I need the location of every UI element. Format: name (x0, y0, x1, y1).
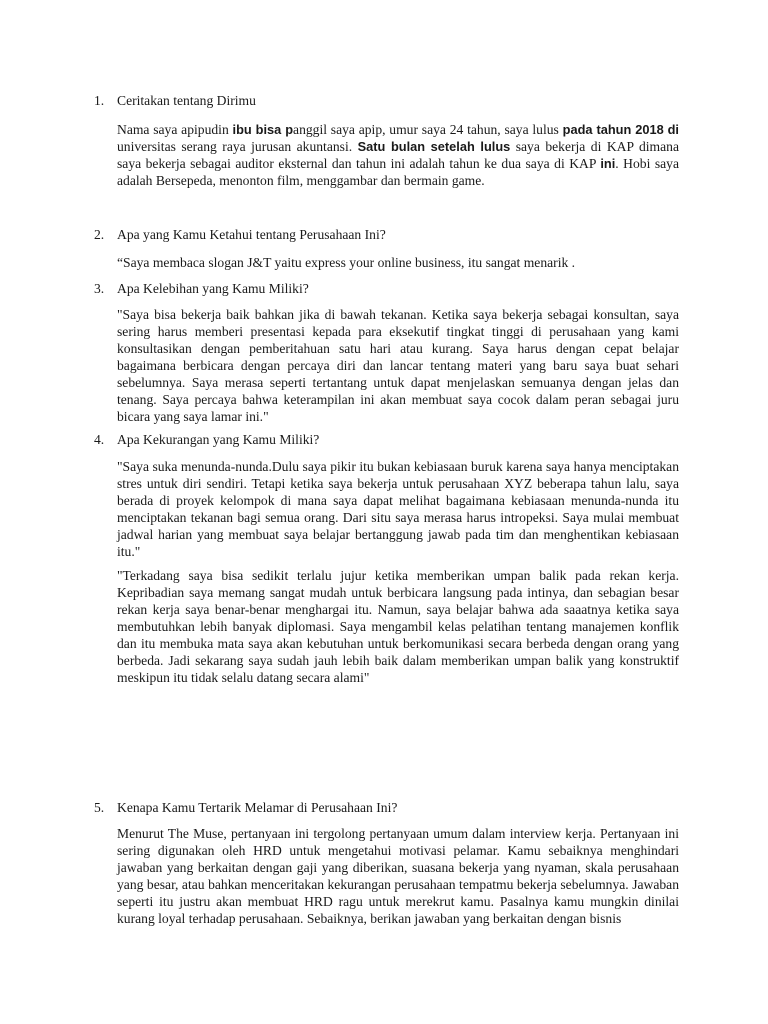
q1-answer-text-3: universitas serang raya jurusan akuntansi. (117, 139, 358, 154)
q1-answer-bold-1: ibu bisa p (232, 122, 294, 137)
q3-number: 3. (94, 281, 105, 296)
q1-answer-text-4: saya bekerja di KAP dimana saya bekerja sebagai auditor eksternal dan tahun ini adalah tahun ke dua saya di KAP (117, 139, 679, 171)
q1-answer-text-5: . Hobi saya adalah Bersepeda, menonton film, menggambar dan bermain game. (117, 156, 679, 188)
q1-number: 1. (94, 93, 105, 108)
q2-title: Apa yang Kamu Ketahui tentang Perusahaan Ini? (117, 227, 386, 242)
q1-title: Ceritakan tentang Dirimu (117, 93, 256, 108)
q4-number: 4. (94, 432, 105, 447)
q2-number: 2. (94, 227, 105, 242)
q3-answer: "Saya bisa bekerja baik bahkan jika di bawah tekanan. Ketika saya bekerja sebagai konsultan, saya sering harus memberi presentasi kepada para eksekutif tingkat tinggi di perusahaan yang kami konsultasikan dengan pemberitahuan satu hari atau kurang. Saya harus dengan cepat belajar bagaimana berbicara dengan percaya diri dan lancar tentang materi yang baru saya buat sehari sebelumnya. Saya merasa seperti tertantang untuk dapat menjelaskan semuanya dengan jelas dan tenang. Saya percaya bahwa keterampilan ini akan membuat saya cocok dalam peran sebagai juru bicara yang saya lamar ini." (117, 307, 679, 424)
q3-title: Apa Kelebihan yang Kamu Miliki? (117, 281, 309, 296)
q1-answer-text-2: anggil saya apip, umur saya 24 tahun, saya lulus (293, 122, 563, 137)
q2-answer: “Saya membaca slogan J&T yaitu express your online business, itu sangat menarik . (117, 255, 576, 270)
q4-answer-1: "Saya suka menunda-nunda.Dulu saya pikir itu bukan kebiasaan buruk karena saya hanya menciptakan stres untuk diri sendiri. Tetapi ketika saya bekerja untuk perusahaan XYZ beberapa tahun lalu, saya berada di proyek kelompok di mana saya dapat melihat bagaimana kebiasaan menunda-nunda itu menciptakan tekanan bagi semua orang. Dari situ saya merasa harus intropeksi. Saya mulai membuat jadwal harian yang membuat saya belajar bertanggung jawab pada tim dan menghentikan kebiasaan itu." (117, 459, 679, 559)
q5-number: 5. (94, 800, 105, 815)
q5-answer: Menurut The Muse, pertanyaan ini tergolong pertanyaan umum dalam interview kerja. Pertanyaan ini sering digunakan oleh HRD untuk mengetahui motivasi pelamar. Kamu sebaiknya menghindari jawaban yang berkaitan dengan gaji yang diberikan, suasana bekerja yang nyaman, skala perusahaan yang besar, atau bahkan menceritakan kekurangan perusahaan tempatmu bekerja sebelumnya. Jawaban seperti itu justru akan membuat HRD ragu untuk merekrut kamu. Pasalnya kamu mungkin dinilai kurang loyal terhadap perusahaan. Sebaiknya, berikan jawaban yang berkaitan dengan bisnis (117, 826, 679, 926)
q1-answer-bold-3: Satu bulan setelah lulus (357, 139, 511, 154)
q1-answer-text-1: Nama saya apipudin (117, 122, 233, 137)
q4-answer-2: "Terkadang saya bisa sedikit terlalu jujur ketika memberikan umpan balik pada rekan kerja. Kepribadian saya memang sangat mudah untuk berbicara langsung pada intinya, dan sebagian besar rekan kerja saya benar-benar menghargai itu. Namun, saya belajar bahwa ada saaatnya ketika saya membutuhkan lebih banyak diplomasi. Saya mengambil kelas pelatihan tentang manajemen konflik dan itu membuka mata saya akan kebutuhan untuk berkomunikasi secara berbeda dengan orang yang berbeda. Jadi sekarang saya sudah jauh lebih baik dalam memberikan umpan balik yang konstruktif meskipun itu tidak selalu datang secara alami" (117, 568, 679, 685)
q1-answer-bold-4: ini (600, 156, 616, 171)
q1-answer (117, 121, 679, 189)
q5-title: Kenapa Kamu Tertarik Melamar di Perusahaan Ini? (117, 800, 398, 815)
q1-answer-bold-2: pada tahun 2018 di (562, 122, 679, 137)
q4-title: Apa Kekurangan yang Kamu Miliki? (117, 432, 320, 447)
